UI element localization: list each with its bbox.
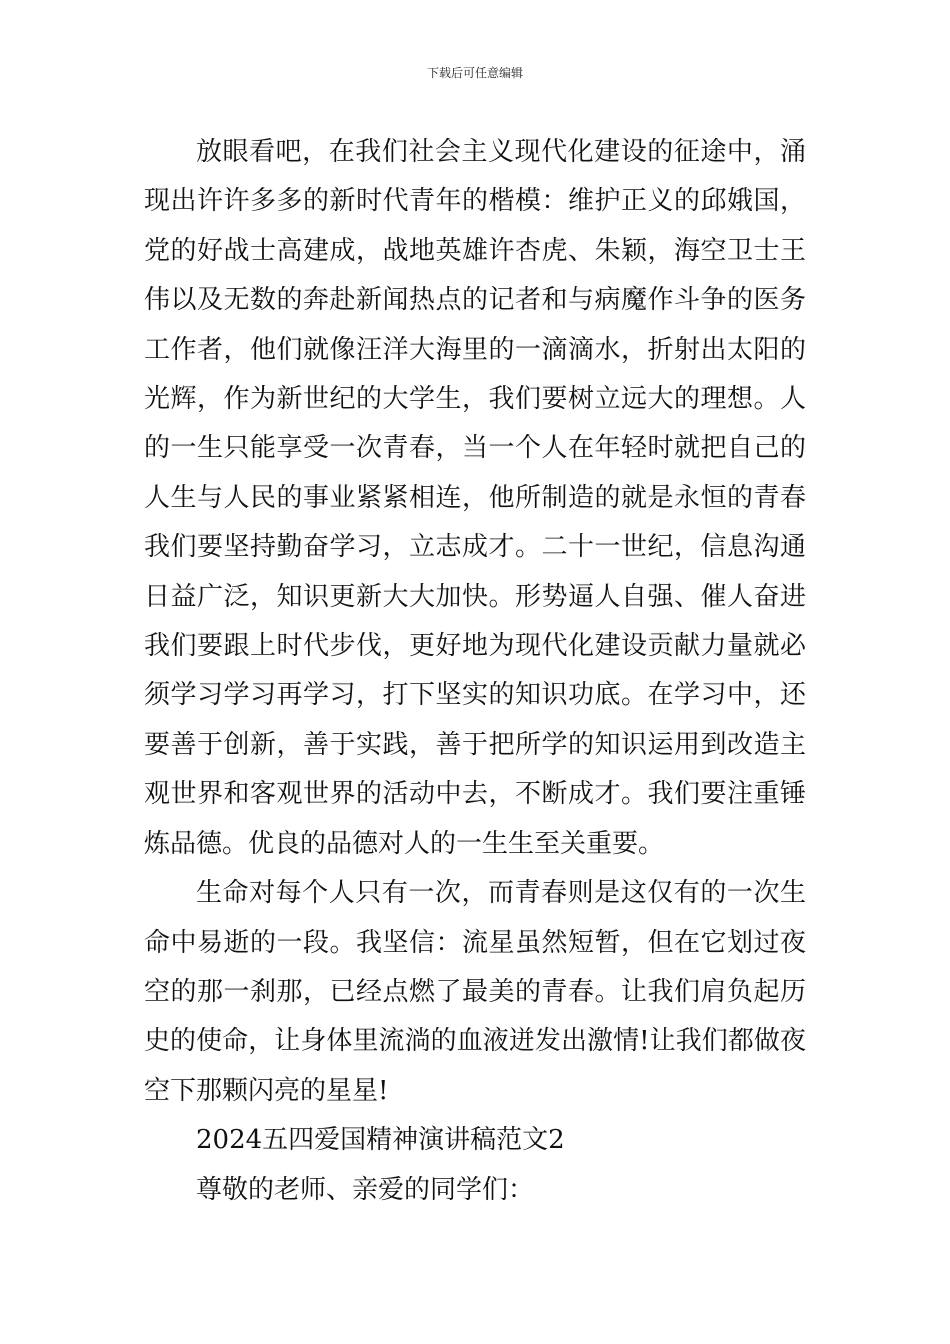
page-header: 下载后可任意编辑 [426, 66, 523, 80]
document-body [144, 128, 806, 1215]
paragraph-life-youth: 生命对每个人只有一次，而青春则是这仅有的一次生命中易逝的一段。我坚信：流星虽然短暂，但在它划过夜空的那一刹那，已经点燃了最美的青春。让我们肩负起历史的使命，让身体里流淌的血液迸发出激情!让我们都做夜空下那颗闪亮的星星! [144, 878, 806, 1106]
paragraph-youth-models: 放眼看吧，在我们社会主义现代化建设的征途中，涌现出许许多多的新时代青年的楷模：维护正义的邱娥国，党的好战士高建成，战地英雄许杏虎、朱颖，海空卫士王伟以及无数的奔赴新闻热点的记者和与病魔作斗争的医务工作者，他们就像汪洋大海里的一滴滴水，折射出太阳的光辉，作为新世纪的大学生，我们要树立远大的理想。人的一生只能享受一次青春，当一个人在年轻时就把自己的人生与人民的事业紧紧相连，他所制造的就是永恒的青春我们要坚持勤奋学习，立志成才。二十一世纪，信息沟通日益广泛，知识更新大大加快。形势逼人自强、催人奋进我们要跟上时代步伐，更好地为现代化建设贡献力量就必须学习学习再学习，打下坚实的知识功底。在学习中，还要善于创新，善于实践，善于把所学的知识运用到改造主观世界和客观世界的活动中去，不断成才。我们要注重锤炼品德。优良的品德对人的一生生至关重要。 [144, 137, 806, 859]
salutation: 尊敬的老师、亲爱的同学们： [196, 1174, 535, 1205]
section-title: 2024五四爱国精神演讲稿范文2 [196, 1125, 565, 1156]
